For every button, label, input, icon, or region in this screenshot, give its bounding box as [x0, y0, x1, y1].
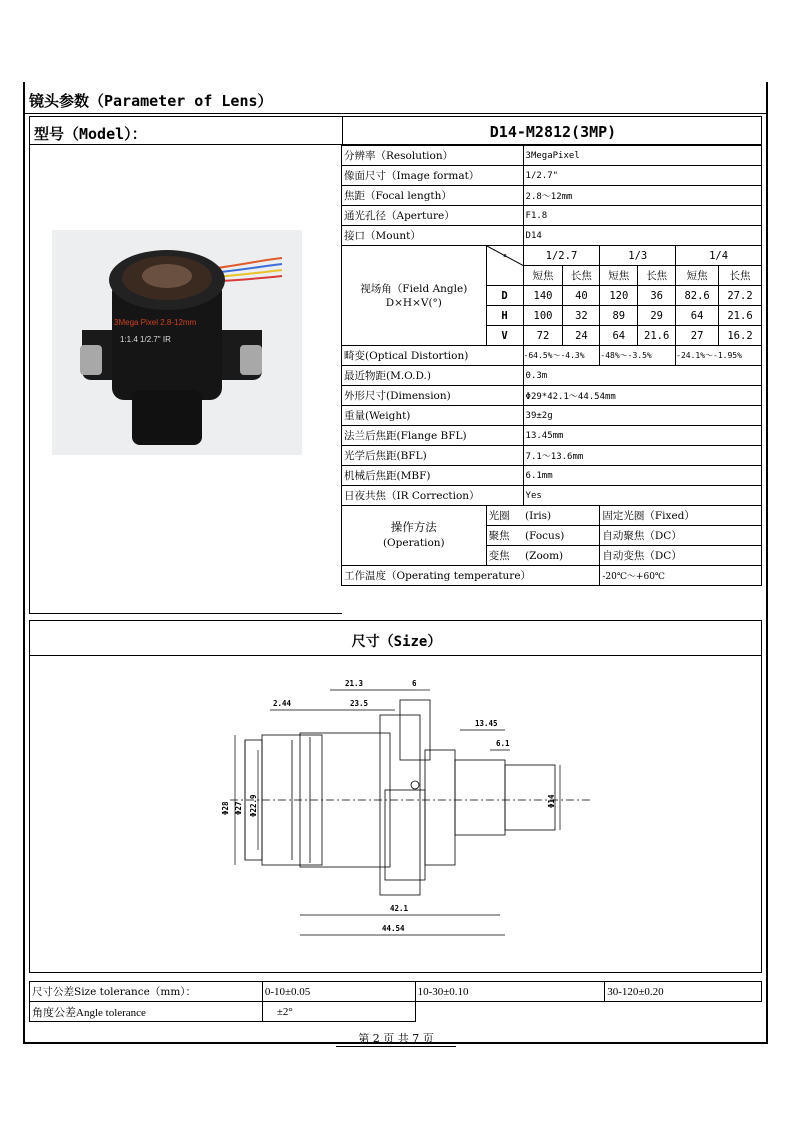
spec-label: 日夜共焦（IR Correction）: [342, 486, 524, 506]
angle-cell: 27.2: [719, 286, 762, 306]
spec-value: 2.8～12mm: [523, 186, 761, 206]
operation-value: 固定光圈（Fixed）: [600, 506, 762, 526]
angle-cell: 82.6: [676, 286, 719, 306]
angle-cell: 21.6: [719, 306, 762, 326]
angle-cell: 89: [600, 306, 638, 326]
sub-header: 长焦: [719, 266, 762, 286]
size-title: 尺寸（Size）: [351, 634, 442, 650]
axis-label: H: [486, 306, 523, 326]
angle-cell: 36: [638, 286, 676, 306]
operation-item: 光圈: [486, 506, 523, 526]
spec-label: 畸变(Optical Distortion): [342, 346, 524, 366]
dim-phi-27: Φ27: [234, 801, 243, 815]
size-tolerance-label: 尺寸公差Size tolerance（mm）：: [30, 982, 263, 1002]
angle-cell: 120: [600, 286, 638, 306]
dim-6: 6: [412, 679, 417, 688]
angle-tolerance-value: ±2°: [262, 1002, 415, 1022]
spec-label: 通光孔径（Aperture）: [342, 206, 524, 226]
operation-item: 变焦: [486, 546, 523, 566]
dim-23-5: 23.5: [350, 699, 369, 708]
dim-21-3: 21.3: [345, 679, 364, 688]
angle-cell: 64: [600, 326, 638, 346]
spec-value: 7.1～13.6mm: [523, 446, 761, 466]
spec-row-temperature: [342, 566, 762, 586]
spec-row-weight: [342, 406, 762, 426]
size-tolerance-value: 30-120±0.20: [605, 982, 762, 1002]
degree-mark: °: [502, 254, 508, 264]
spec-row-dimension: [342, 386, 762, 406]
spec-label: 机械后焦距(MBF): [342, 466, 524, 486]
size-tolerance-value: 0-10±0.05: [262, 982, 415, 1002]
spec-label: 分辨率（Resolution）: [342, 146, 524, 166]
dim-2-44: 2.44: [273, 699, 292, 708]
spec-row-resolution: [342, 146, 762, 166]
angle-cell: 140: [523, 286, 563, 306]
spec-label: 接口（Mount）: [342, 226, 524, 246]
spec-value: Φ29*42.1～44.54mm: [523, 386, 761, 406]
operation-value: 自动聚焦（DC）: [600, 526, 762, 546]
page-footer: [336, 1030, 456, 1047]
sub-header: 长焦: [638, 266, 676, 286]
sub-header: 短焦: [523, 266, 563, 286]
lens-image-cell: [29, 145, 342, 614]
spec-label: 最近物距(M.O.D.): [342, 366, 524, 386]
dim-phi-22-9: Φ22.9: [249, 794, 258, 817]
spec-row-mbf: [342, 466, 762, 486]
operation-item-en: (Zoom): [523, 546, 600, 566]
spec-row-mod: [342, 366, 762, 386]
spec-value: -20℃～+60℃: [600, 566, 762, 586]
dim-6-1: 6.1: [496, 739, 510, 748]
spec-row-mount: [342, 226, 762, 246]
model-value: D14-M2812(3MP): [489, 123, 617, 141]
spec-table: [341, 145, 762, 586]
axis-label: V: [486, 326, 523, 346]
spec-value: 0.3m: [523, 366, 761, 386]
spec-label: 法兰后焦距(Flange BFL): [342, 426, 524, 446]
spec-label: 焦距（Focal length）: [342, 186, 524, 206]
lens-print-line-1: 3Mega Pixel 2.8-12mm: [114, 318, 197, 327]
spec-value: Yes: [523, 486, 761, 506]
spec-label: 外形尺寸(Dimension): [342, 386, 524, 406]
angle-cell: 32: [563, 306, 600, 326]
spec-value: 39±2g: [523, 406, 761, 426]
sub-header: 短焦: [600, 266, 638, 286]
angle-cell: 40: [563, 286, 600, 306]
operation-label-1: 操作方法: [390, 520, 437, 534]
distortion-value: -24.1%～-1.95%: [676, 346, 762, 366]
field-angle-corner: [486, 246, 523, 286]
model-row: [29, 116, 762, 145]
field-angle-label-2: D×H×V(°): [385, 296, 442, 309]
tolerance-table: [29, 981, 762, 1022]
angle-cell: 27: [676, 326, 719, 346]
spec-label: 重量(Weight): [342, 406, 524, 426]
spec-row-focal-length: [342, 186, 762, 206]
lens-print-line-2: 1:1.4 1/2.7" IR: [120, 335, 171, 344]
operation-label-2: (Operation): [382, 537, 445, 549]
lens-dimension-drawing: [30, 655, 763, 973]
dim-44-54: 44.54: [382, 924, 405, 933]
page-number: 第 2 页 共 7 页: [358, 1032, 434, 1045]
spec-value: D14: [523, 226, 761, 246]
spec-row-aperture: [342, 206, 762, 226]
sub-header: 短焦: [676, 266, 719, 286]
spec-row-image-format: [342, 166, 762, 186]
model-label: 型号（Model）：: [34, 125, 147, 143]
spec-value: 3MegaPixel: [523, 146, 761, 166]
angle-cell: 72: [523, 326, 563, 346]
format-header: 1/4: [676, 246, 762, 266]
angle-cell: 16.2: [719, 326, 762, 346]
operation-label: [342, 506, 487, 566]
section-title: 镜头参数（Parameter of Lens）: [29, 92, 273, 110]
operation-item-en: (Focus): [523, 526, 600, 546]
field-angle-label: [342, 246, 487, 346]
size-tolerance-row: [30, 982, 762, 1002]
spec-label: 光学后焦距(BFL): [342, 446, 524, 466]
angle-cell: 100: [523, 306, 563, 326]
axis-label: D: [486, 286, 523, 306]
dim-phi-28: Φ28: [221, 801, 230, 815]
dim-42-1: 42.1: [390, 904, 409, 913]
sub-header: 长焦: [563, 266, 600, 286]
spec-label: 像面尺寸（Image format）: [342, 166, 524, 186]
distortion-value: -64.5%～-4.3%: [523, 346, 600, 366]
spec-row-distortion: [342, 346, 762, 366]
operation-item: 聚焦: [486, 526, 523, 546]
dim-phi-14: Φ14: [547, 794, 556, 808]
format-header: 1/3: [600, 246, 676, 266]
spec-label: 工作温度（Operating temperature）: [342, 566, 600, 586]
operation-item-en: (Iris): [523, 506, 600, 526]
angle-cell: 29: [638, 306, 676, 326]
field-angle-format-row: [342, 246, 762, 266]
spec-row-flange-bfl: [342, 426, 762, 446]
spec-value: F1.8: [523, 206, 761, 226]
angle-tolerance-label: 角度公差Angle tolerance: [30, 1002, 263, 1022]
camera-lens-photo-icon: [52, 230, 302, 455]
field-angle-label-1: 视场角（Field Angle): [360, 282, 468, 295]
operation-value: 自动变焦（DC）: [600, 546, 762, 566]
size-drawing-cell: [29, 655, 762, 973]
size-tolerance-value: 10-30±0.10: [415, 982, 605, 1002]
angle-cell: 64: [676, 306, 719, 326]
section-title-row: [23, 82, 768, 114]
spec-value: 1/2.7": [523, 166, 761, 186]
size-title-row: [29, 620, 762, 656]
angle-cell: 21.6: [638, 326, 676, 346]
distortion-value: -48%～-3.5%: [600, 346, 676, 366]
dim-13-45: 13.45: [475, 719, 498, 728]
angle-cell: 24: [563, 326, 600, 346]
spec-row-bfl: [342, 446, 762, 466]
format-header: 1/2.7: [523, 246, 600, 266]
spec-value: 6.1mm: [523, 466, 761, 486]
operation-row-iris: [342, 506, 762, 526]
spec-value: 13.45mm: [523, 426, 761, 446]
spec-row-ir-correction: [342, 486, 762, 506]
angle-tolerance-row: [30, 1002, 762, 1022]
